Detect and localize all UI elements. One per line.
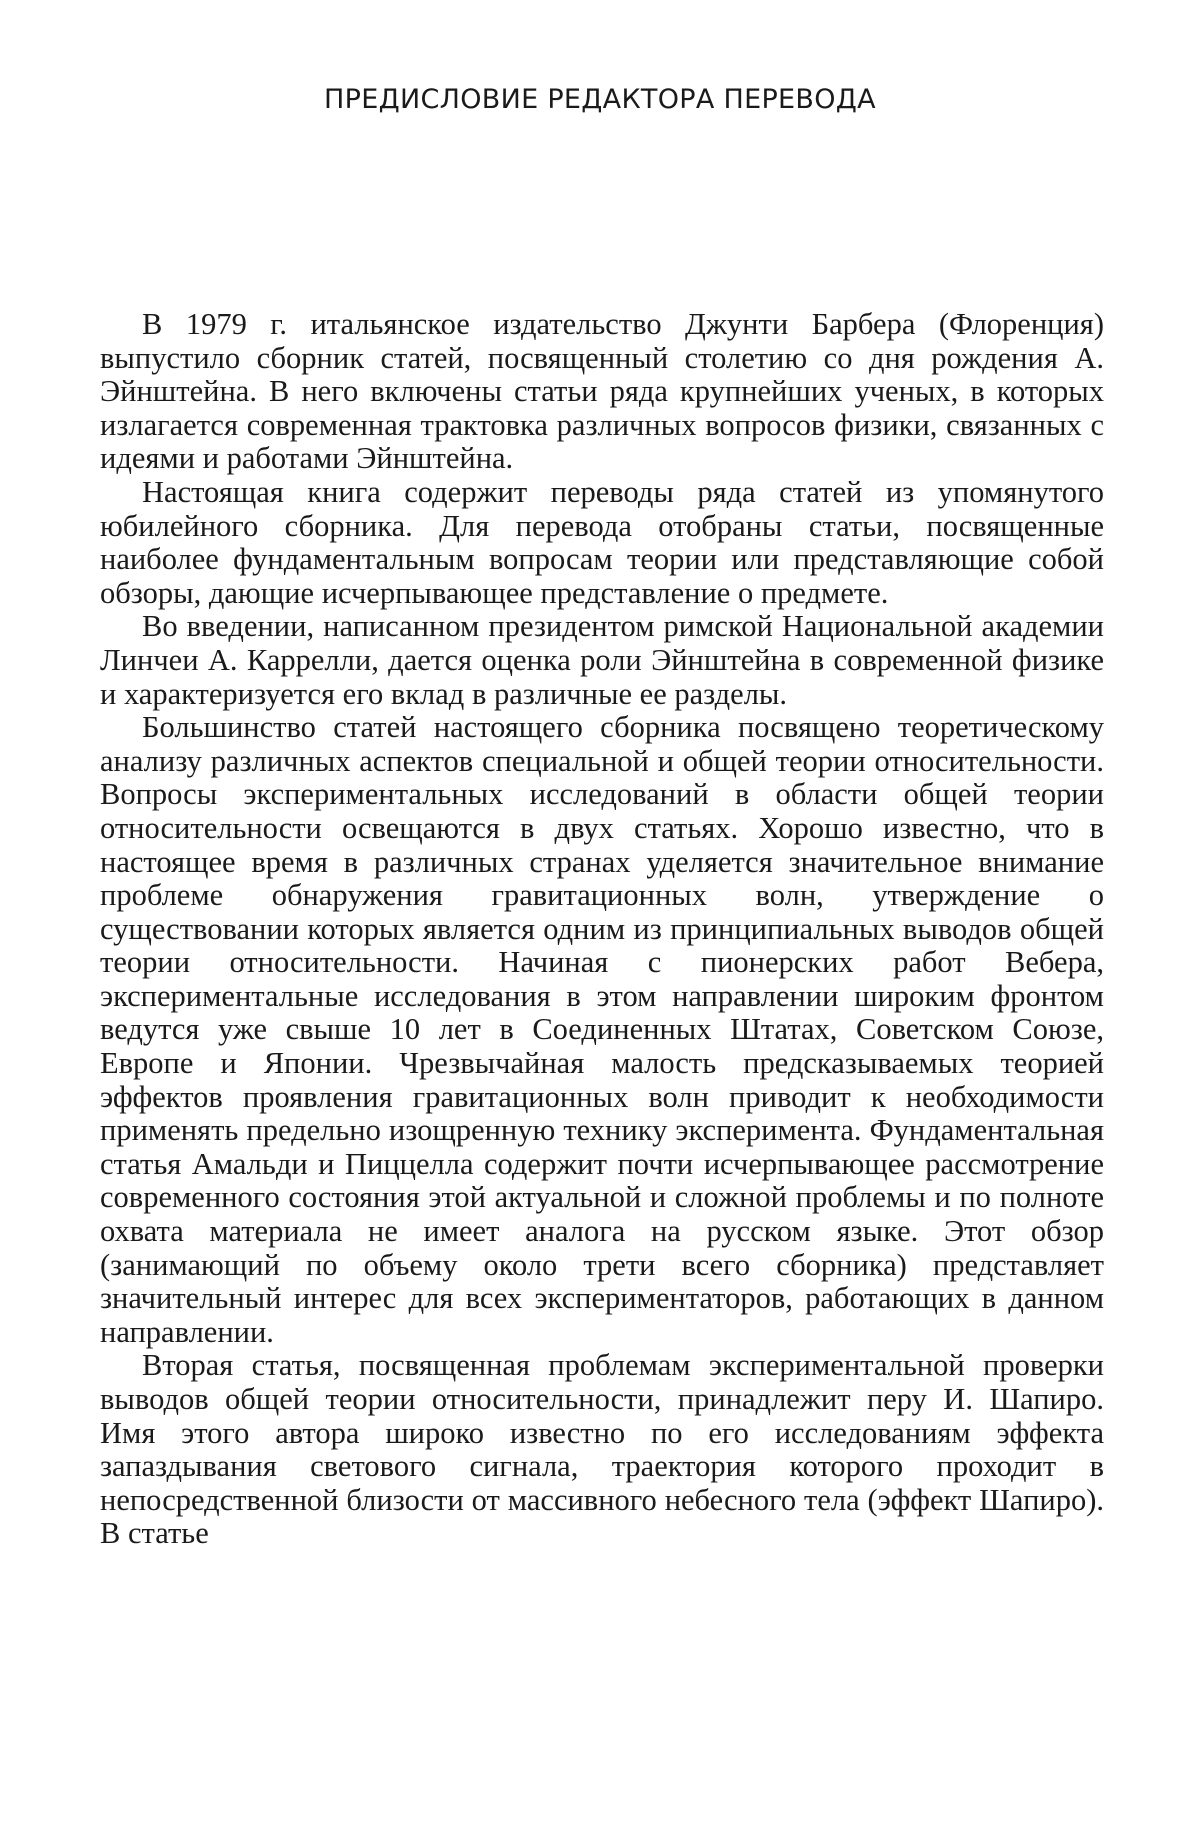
page-title: ПРЕДИСЛОВИЕ РЕДАКТОРА ПЕРЕВОДА — [324, 84, 876, 115]
paragraph: Большинство статей настоящего сборника посвящено теоретическому анализу различных аспектов специальной и общей теории относительности. Вопросы экспериментальных исследований в области общей теории относительности освещаются в двух статьях. Хорошо известно, что в настоящее время в различных странах уделяется значительное внимание проблеме обнаружения гравитационных волн, утверждение о существовании которых является одним из принципиальных выводов общей теории относительности. Начиная с пионерских работ Вебера, экспериментальные исследования в этом направлении широким фронтом ведутся уже свыше 10 лет в Соединенных Штатах, Советском Союзе, Европе и Японии. Чрезвычайная малость предсказываемых теорией эффектов проявления гравитационных волн приводит к необходимости применять предельно изощренную технику эксперимента. Фундаментальная статья Амальди и Пиццелла содержит почти исчерпывающее рассмотрение современного состояния этой актуальной и сложной проблемы и по полноте охвата материала не имеет аналога на русском языке. Этот обзор (занимающий по объему около трети всего сборника) представляет значительный интерес для всех экспериментаторов, работающих в данном направлении. — [100, 710, 1104, 1349]
paragraph: В 1979 г. итальянское издательство Джунти Барбера (Флоренция) выпустило сборник статей, посвященный столетию со дня рождения А. Эйнштейна. В него включены статьи ряда крупнейших ученых, в которых излагается современная трактовка различных вопросов физики, связанных с идеями и работами Эйнштейна. — [100, 307, 1104, 476]
paragraph: Во введении, написанном президентом римской Национальной академии Линчеи А. Каррелли, дается оценка роли Эйнштейна в современной физике и характеризуется его вклад в различные ее разделы. — [100, 609, 1104, 711]
body-text — [100, 308, 1104, 1551]
paragraph: Настоящая книга содержит переводы ряда статей из упомянутого юбилейного сборника. Для перевода отобраны статьи, посвященные наиболее фундаментальным вопросам теории или представляющие собой обзоры, дающие исчерпывающее представление о предмете. — [100, 474, 1104, 610]
paragraph: Вторая статья, посвященная проблемам экспериментальной проверки выводов общей теории относительности, принадлежит перу И. Шапиро. Имя этого автора широко известно по его исследованиям эффекта запаздывания светового сигнала, траектория которого проходит в непосредственной близости от массивного небесного тела (эффект Шапиро). В статье — [100, 1348, 1104, 1551]
